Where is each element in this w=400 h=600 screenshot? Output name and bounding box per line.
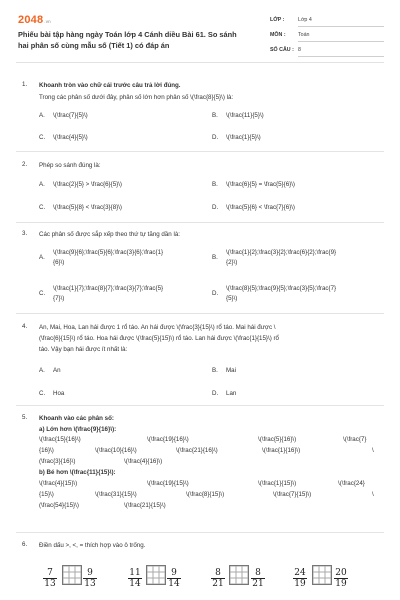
info-label: SỐ CÂU : [270, 47, 294, 53]
fraction-right: 9 13 [84, 568, 96, 589]
fraction-item[interactable]: \(\frac{19}{16}\) [147, 436, 189, 443]
question-number: 2. [22, 161, 28, 168]
question-title: Khoanh vào các phân số: [39, 415, 114, 422]
fraction-item[interactable]: (\frac{54}{15}\) [39, 502, 79, 509]
fraction-left: 8 21 [212, 568, 224, 589]
fraction-item[interactable]: (\frac{3}{16}\) [39, 458, 76, 465]
question-number: 4. [22, 323, 28, 330]
part-a-title: a) Lớn hơn \(\frac{9}{16}\): [39, 426, 117, 433]
question-text: Điền dấu >, <, = thích hợp vào ô trống. [39, 542, 146, 549]
fraction-right: 8 21 [252, 568, 264, 589]
info-label: LỚP : [270, 17, 285, 23]
fraction-item[interactable]: \(\frac{15}{16}\) [39, 436, 81, 443]
question-title: Khoanh tròn vào chữ cái trước câu trả lời đúng. [39, 82, 181, 89]
fraction-item[interactable]: \(\frac{4}{15}\) [39, 480, 78, 487]
divider [16, 313, 384, 314]
divider [16, 405, 384, 406]
question-number: 1. [22, 81, 28, 88]
fraction-item: \ [372, 491, 374, 498]
fraction-item[interactable]: \(\frac{19}{15}\) [147, 480, 189, 487]
answer-box[interactable] [229, 565, 249, 585]
question-text: Phép so sánh đúng là: [39, 162, 101, 169]
fraction-item[interactable]: \(\frac{7} [343, 436, 367, 443]
divider [16, 151, 384, 152]
worksheet-title: Phiếu bài tập hàng ngày Toán lớp 4 Cánh diều Bài 61. So sánh hai phân số cùng mẫu số (Tiết 1) có đáp án [18, 30, 237, 50]
fraction-item[interactable]: \(\frac{5}{16}\) [258, 436, 297, 443]
fraction-item[interactable]: \(\frac{21}{15}\) [124, 502, 166, 509]
info-row-count [254, 43, 384, 58]
answer-box[interactable] [312, 565, 332, 585]
fraction-item[interactable]: \(\frac{21}{16}\) [176, 447, 218, 454]
question-number: 5. [22, 414, 28, 421]
fraction-item[interactable]: \(\frac{4}{16}\) [124, 458, 163, 465]
info-row-class [254, 13, 384, 28]
fraction-item[interactable]: \(\frac{1}{16}\) [262, 447, 301, 454]
answer-box[interactable] [146, 565, 166, 585]
part-b-title: b) Bé hơn \(\frac{11}{15}\): [39, 469, 116, 476]
fraction-item: \ [372, 447, 374, 454]
info-row-subject [254, 28, 384, 43]
fraction-item[interactable]: {16}\) [39, 447, 54, 454]
fraction-item[interactable]: \(\frac{1}{15}\) [258, 480, 297, 487]
fraction-left: 7 13 [44, 568, 56, 589]
fraction-item[interactable]: \(\frac{31}{15}\) [95, 491, 137, 498]
fraction-left: 24 19 [294, 568, 306, 589]
info-value: Lớp 4 [298, 17, 312, 23]
fraction-left: 11 14 [129, 568, 141, 589]
worksheet-header [16, 10, 384, 63]
divider [16, 222, 384, 223]
question-number: 3. [22, 230, 28, 237]
fraction-right: 20 19 [335, 568, 347, 589]
question-text: An, Mai, Hoa, Lan hái được 1 rổ táo. An hái được \(\frac{3}{15}\) rổ táo. Mai hái được \ [39, 324, 276, 331]
question-text: Các phân số được sắp xếp theo thứ tự tăng dần là: [39, 231, 181, 238]
info-value: Toán [298, 32, 310, 38]
question-text: Trong các phân số dưới đây, phân số lớn hơn phân số \(\frac{8}{5}\) là: [39, 94, 234, 101]
question-text: táo. Vậy bạn hái được ít nhất là: [39, 346, 128, 353]
fraction-item[interactable]: {15}\) [39, 491, 54, 498]
question-number: 6. [22, 541, 28, 548]
site-logo[interactable]: 2048.vn [18, 14, 51, 26]
info-value: 8 [298, 47, 301, 53]
answer-box[interactable] [62, 565, 82, 585]
divider [16, 532, 384, 533]
fraction-item[interactable]: \(\frac{7}{15}\) [273, 491, 312, 498]
question-text: (\frac{6}{15}\) rổ táo. Hoa hái được \(\frac{5}{15}\) rổ táo. Lan hái được \(\frac{1}{15}\) rổ [39, 335, 279, 342]
fraction-right: 9 14 [168, 568, 180, 589]
fraction-item[interactable]: \(\frac{24} [338, 480, 365, 487]
fraction-item[interactable]: \(\frac{8}{15}\) [186, 491, 225, 498]
fraction-item[interactable]: \(\frac{10}{16}\) [95, 447, 137, 454]
info-label: MÔN : [270, 32, 286, 38]
worksheet-page: 2048.vn Phiếu bài tập hàng ngày Toán lớp 4 Cánh diều Bài 61. So sánh hai phân số cùng mẫu số (Tiết 1) có đáp án LỚP : Lớp 4 MÔN : Toán SỐ CÂU : 8 1. Khoanh tròn vào chữ cái trước câu trả lời đúng. Trong các phân số dưới đây, phân số lớn hơn phân số \(\frac{8}{5}\) là: A. \(\frac{7}{5}\) B. \(\frac{11}{5}\) C. \(\frac{4}{5}\) D. \(\frac{1}{5}\) 2. Phép so sánh đúng là: A. \(\frac{2}{5} > \frac{6}{5}\) B. \(\frac{6}{5} = \frac{5}{6}\) C. \(\frac{5}{8} < \frac{3}{8}\) D. \(\frac{5}{6} < \frac{7}{6}\) 3. Các phân số được sắp xếp theo thứ tự tăng dần là: A. \(\frac{9}{6};\frac{5}{6};\frac{3}{6};\frac{1} {6}\) B. \(\frac{1}{2};\frac{3}{2};\frac{6}{2};\frac{9} {2}\) C. \(\frac{1}{7};\frac{8}{7};\frac{3}{7};\frac{5} {7}\) D. \(\frac{8}{5};\frac{9}{5};\frac{3}{5};\frac{7} {5}\) 4. An, Mai, Hoa, Lan hái được 1 rổ táo. An hái được \(\frac{3}{15}\) rổ táo. Mai hái được \ (\frac{6}{15}\) rổ táo. Hoa hái được \(\frac{5}{15}\) rổ táo. Lan hái được \(\frac{1}{15}\) rổ táo. Vậy bạn hái được ít nhất là: A. An B. Mai C. Hoa D. Lan 5. Khoanh vào các phân số: a) Lớn hơn \(\frac{9}{16}\): \(\frac{15}{16}\) \(\frac{19}{16}\) \(\frac{5}{16}\) \(\frac{7} {16}\) \(\frac{10}{16}\) \(\frac{21}{16}\) \(\frac{1}{16}\) \ (\frac{3}{16}\) \(\frac{4}{16}\) b) Bé hơn \(\frac{11}{15}\): \(\frac{4}{15}\) \(\frac{19}{15}\) \(\frac{1}{15}\) \(\frac{24} {15}\) \(\frac{31}{15}\) \(\frac{8}{15}\) \(\frac{7}{15}\) \ (\frac{54}{15}\) \(\frac{21}{15}\) 6. Điền dấu >, <, = thích hợp vào ô trống. 7 13 9 13 11 14 9 14 8 21 8 21 24 19 20 19 [0, 0, 400, 600]
